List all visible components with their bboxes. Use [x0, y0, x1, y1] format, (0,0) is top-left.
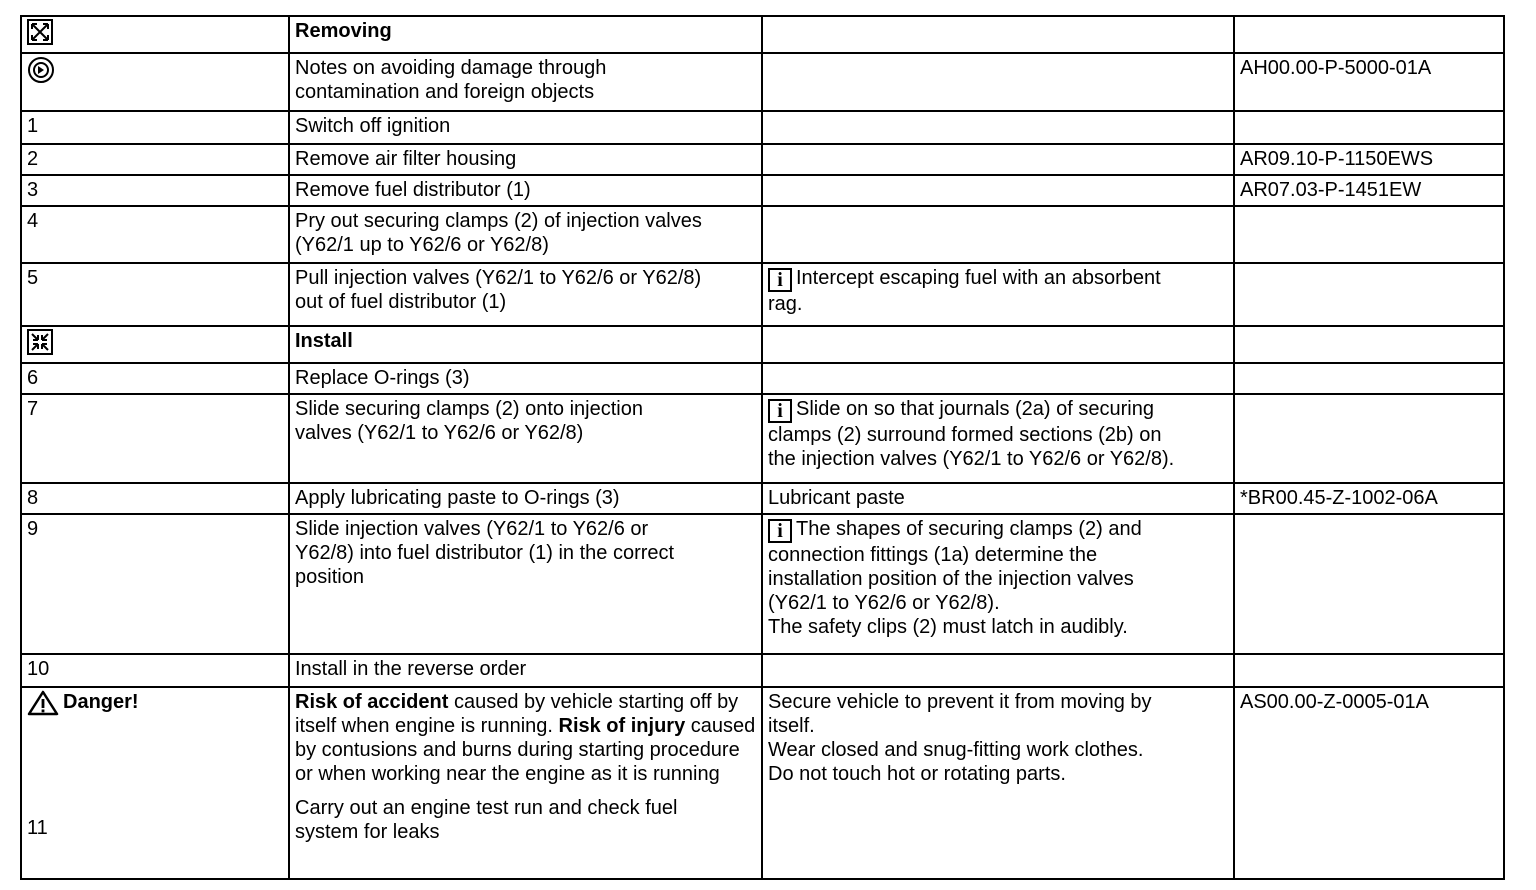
- step-text: Slide injection valves (Y62/1 to Y62/6 or Y62/8) into fuel distributor (1) in the correct position: [289, 514, 762, 654]
- disassemble-icon: [27, 19, 53, 45]
- note-text: Slide on so that journals (2a) of securing clamps (2) surround formed sections (2b) on the injection valves (Y62/1 to Y62/6 or Y62/8).: [768, 398, 1175, 470]
- ref-cell: [1234, 654, 1504, 687]
- ref-cell: [1234, 326, 1504, 363]
- note-text: The shapes of securing clamps (2) and connection fittings (1a) determine the installation position of the injection valves (Y62/1 to Y62/6 or Y62/8). The safety clips (2) must latch in audibly.: [768, 518, 1142, 638]
- step-number: 6: [21, 363, 289, 394]
- ref-link[interactable]: AR09.10-P-1150EWS: [1234, 144, 1504, 175]
- icon-cell: [21, 53, 289, 111]
- step-row: [21, 394, 1504, 483]
- section-row-removing: [21, 16, 1504, 53]
- risk-injury-text: caused by contusions and burns during starting procedure or when working near the engine as it is running: [295, 715, 756, 785]
- info-icon: i: [768, 399, 792, 423]
- step-number: 9: [21, 514, 289, 654]
- note-text: Intercept escaping fuel with an absorbent rag.: [768, 267, 1161, 315]
- danger-text: [295, 690, 756, 786]
- ref-cell: [1234, 514, 1504, 654]
- ref-link[interactable]: AS00.00-Z-0005-01A: [1234, 687, 1504, 879]
- step-number: 7: [21, 394, 289, 483]
- step-number: 5: [21, 263, 289, 326]
- step-row: [21, 514, 1504, 654]
- ref-cell: [1234, 206, 1504, 263]
- step-text: Switch off ignition: [289, 111, 762, 144]
- danger-heading: [27, 690, 283, 716]
- icon-cell: [21, 326, 289, 363]
- note-cell: [762, 111, 1234, 144]
- step-text: Notes on avoiding damage through contamination and foreign objects: [289, 53, 762, 111]
- danger-text-cell: [289, 687, 762, 879]
- note-cell: [762, 363, 1234, 394]
- note-cell: [762, 53, 1234, 111]
- ref-cell: [1234, 394, 1504, 483]
- step-row: [21, 363, 1504, 394]
- info-icon: i: [768, 519, 792, 543]
- danger-cell: [21, 687, 289, 879]
- note-cell: [762, 394, 1234, 483]
- warning-triangle-icon: [27, 690, 59, 716]
- step-number: 10: [21, 654, 289, 687]
- section-row-install: [21, 326, 1504, 363]
- section-title: Install: [289, 326, 762, 363]
- step-text: Install in the reverse order: [289, 654, 762, 687]
- step-text: Pull injection valves (Y62/1 to Y62/6 or Y62/8) out of fuel distributor (1): [289, 263, 762, 326]
- step-number: 4: [21, 206, 289, 263]
- info-icon: i: [768, 268, 792, 292]
- assemble-icon: [27, 329, 53, 355]
- danger-note: Secure vehicle to prevent it from moving by itself. Wear closed and snug-fitting work clothes. Do not touch hot or rotating parts.: [762, 687, 1234, 879]
- step-text: Slide securing clamps (2) onto injection valves (Y62/1 to Y62/6 or Y62/8): [289, 394, 762, 483]
- step-row: [21, 175, 1504, 206]
- step-number: 8: [21, 483, 289, 514]
- note-cell: [762, 16, 1234, 53]
- step-row: [21, 206, 1504, 263]
- procedure-table: [20, 15, 1505, 880]
- section-title: Removing: [289, 16, 762, 53]
- ref-cell: [1234, 363, 1504, 394]
- step-text: Remove fuel distributor (1): [289, 175, 762, 206]
- step-row: [21, 654, 1504, 687]
- step-row: [21, 111, 1504, 144]
- risk-injury-label: Risk of injury: [558, 715, 686, 737]
- ref-cell: [1234, 111, 1504, 144]
- ref-link[interactable]: AR07.03-P-1451EW: [1234, 175, 1504, 206]
- step-text: Replace O-rings (3): [289, 363, 762, 394]
- step-number: 3: [21, 175, 289, 206]
- note-cell: [762, 326, 1234, 363]
- danger-label: Danger!: [63, 691, 139, 713]
- note-cell: [762, 175, 1234, 206]
- ref-link[interactable]: AH00.00-P-5000-01A: [1234, 53, 1504, 111]
- step-number: 2: [21, 144, 289, 175]
- risk-accident-label: Risk of accident: [295, 691, 449, 713]
- note-cell: [762, 206, 1234, 263]
- icon-cell: [21, 16, 289, 53]
- note-cell: [762, 263, 1234, 326]
- step-number: 11: [27, 817, 48, 839]
- note-cell: [762, 514, 1234, 654]
- step-text: Pry out securing clamps (2) of injection valves (Y62/1 up to Y62/6 or Y62/8): [289, 206, 762, 263]
- step-row: [21, 263, 1504, 326]
- danger-row: [21, 687, 1504, 879]
- step-row: [21, 483, 1504, 514]
- ref-link[interactable]: *BR00.45-Z-1002-06A: [1234, 483, 1504, 514]
- ref-cell: [1234, 16, 1504, 53]
- note-cell: [762, 144, 1234, 175]
- step-number: 1: [21, 111, 289, 144]
- step-text: Apply lubricating paste to O-rings (3): [289, 483, 762, 514]
- ref-cell: [1234, 263, 1504, 326]
- contamination-warning-icon: [27, 56, 55, 84]
- step-row: [21, 144, 1504, 175]
- step-text: Carry out an engine test run and check fuel system for leaks: [295, 797, 678, 843]
- note-cell: [762, 654, 1234, 687]
- step-text: Remove air filter housing: [289, 144, 762, 175]
- risk-accident-text: caused by vehicle starting off by itself when engine is running.: [295, 691, 739, 737]
- note-text: Lubricant paste: [762, 483, 1234, 514]
- notes-row: [21, 53, 1504, 111]
